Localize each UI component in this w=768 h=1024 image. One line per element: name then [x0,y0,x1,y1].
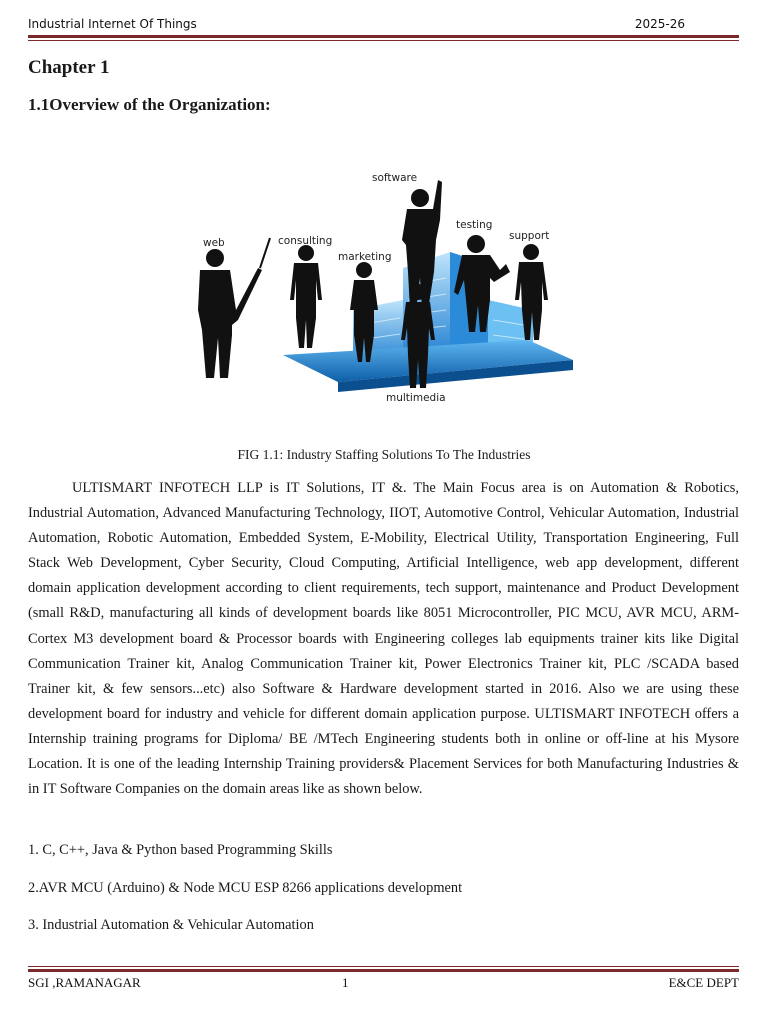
list-item: 2.AVR MCU (Arduino) & Node MCU ESP 8266 applications development [28,880,463,896]
person-web [198,238,270,378]
footer-department: E&CE DEPT [668,975,739,990]
person-consulting [290,245,322,348]
chapter-heading: Chapter 1 [28,57,110,78]
label-web: web [203,237,225,249]
footer-institution: SGI ,RAMANAGAR [28,975,141,990]
header-rule-thick [28,35,739,38]
label-consulting: consulting [278,235,333,247]
page-number: 1 [342,975,349,990]
label-multimedia: multimedia [386,392,446,404]
section-heading: 1.1Overview of the Organization: [28,95,271,114]
page-header [28,17,739,33]
footer-rule-thin [28,966,739,967]
list-item: 1. C, C++, Java & Python based Programming Skills [28,842,333,858]
footer-rule-thick [28,969,739,972]
figure-caption: FIG 1.1: Industry Staffing Solutions To The Industries [237,447,531,462]
header-rule-thin [28,40,739,41]
list-item: 3. Industrial Automation & Vehicular Automation [28,917,314,933]
label-marketing: marketing [338,251,392,263]
page-footer [28,975,739,991]
header-title: Industrial Internet Of Things [28,17,197,31]
label-software: software [372,172,418,184]
header-year: 2025-26 [634,17,685,31]
label-support: support [509,230,550,242]
label-testing: testing [456,219,493,231]
body-paragraph: ULTISMART INFOTECH LLP is IT Solutions, IT &. The Main Focus area is on Automation & Robotics, Industrial Automation, Advanced Manufacturing Technology, IIOT, Automotive Control, Vehicular Automation, Industrial Automation, Robotic Automation, Embedded System, E-Mobility, Electrical Utility, Transportation Engineering, Full Stack Web Development, Cyber Security, Cloud Computing, Artificial Intelligence, web app development, different domain application development according to client requirements, tech support, maintenance and Product Development (small R&D, manufacturing all kinds of development boards like 8051 Microcontroller, PIC MCU, AVR MCU, ARM-Cortex M3 development board & Processor boards with Engineering colleges lab equipments trainer kits like Digital Communication Trainer kit, Analog Communication Trainer kit, Power Electronics Trainer kit, PLC /SCADA based Trainer kit, & few sensors...etc) also Software & Hardware development started in 2016. Also we are using these development board for industry and vehicle for different domain application purpose. ULTISMART INFOTECH offers a Internship training programs for Diploma/ BE /MTech Engineering students both in online or off-line at his Mysore Location. It is one of the leading Internship Training providers& Placement Services for both Manufacturing Industries & in IT Software Companies on the domain areas like as shown below. [28,480,739,798]
staffing-figure [188,160,580,415]
